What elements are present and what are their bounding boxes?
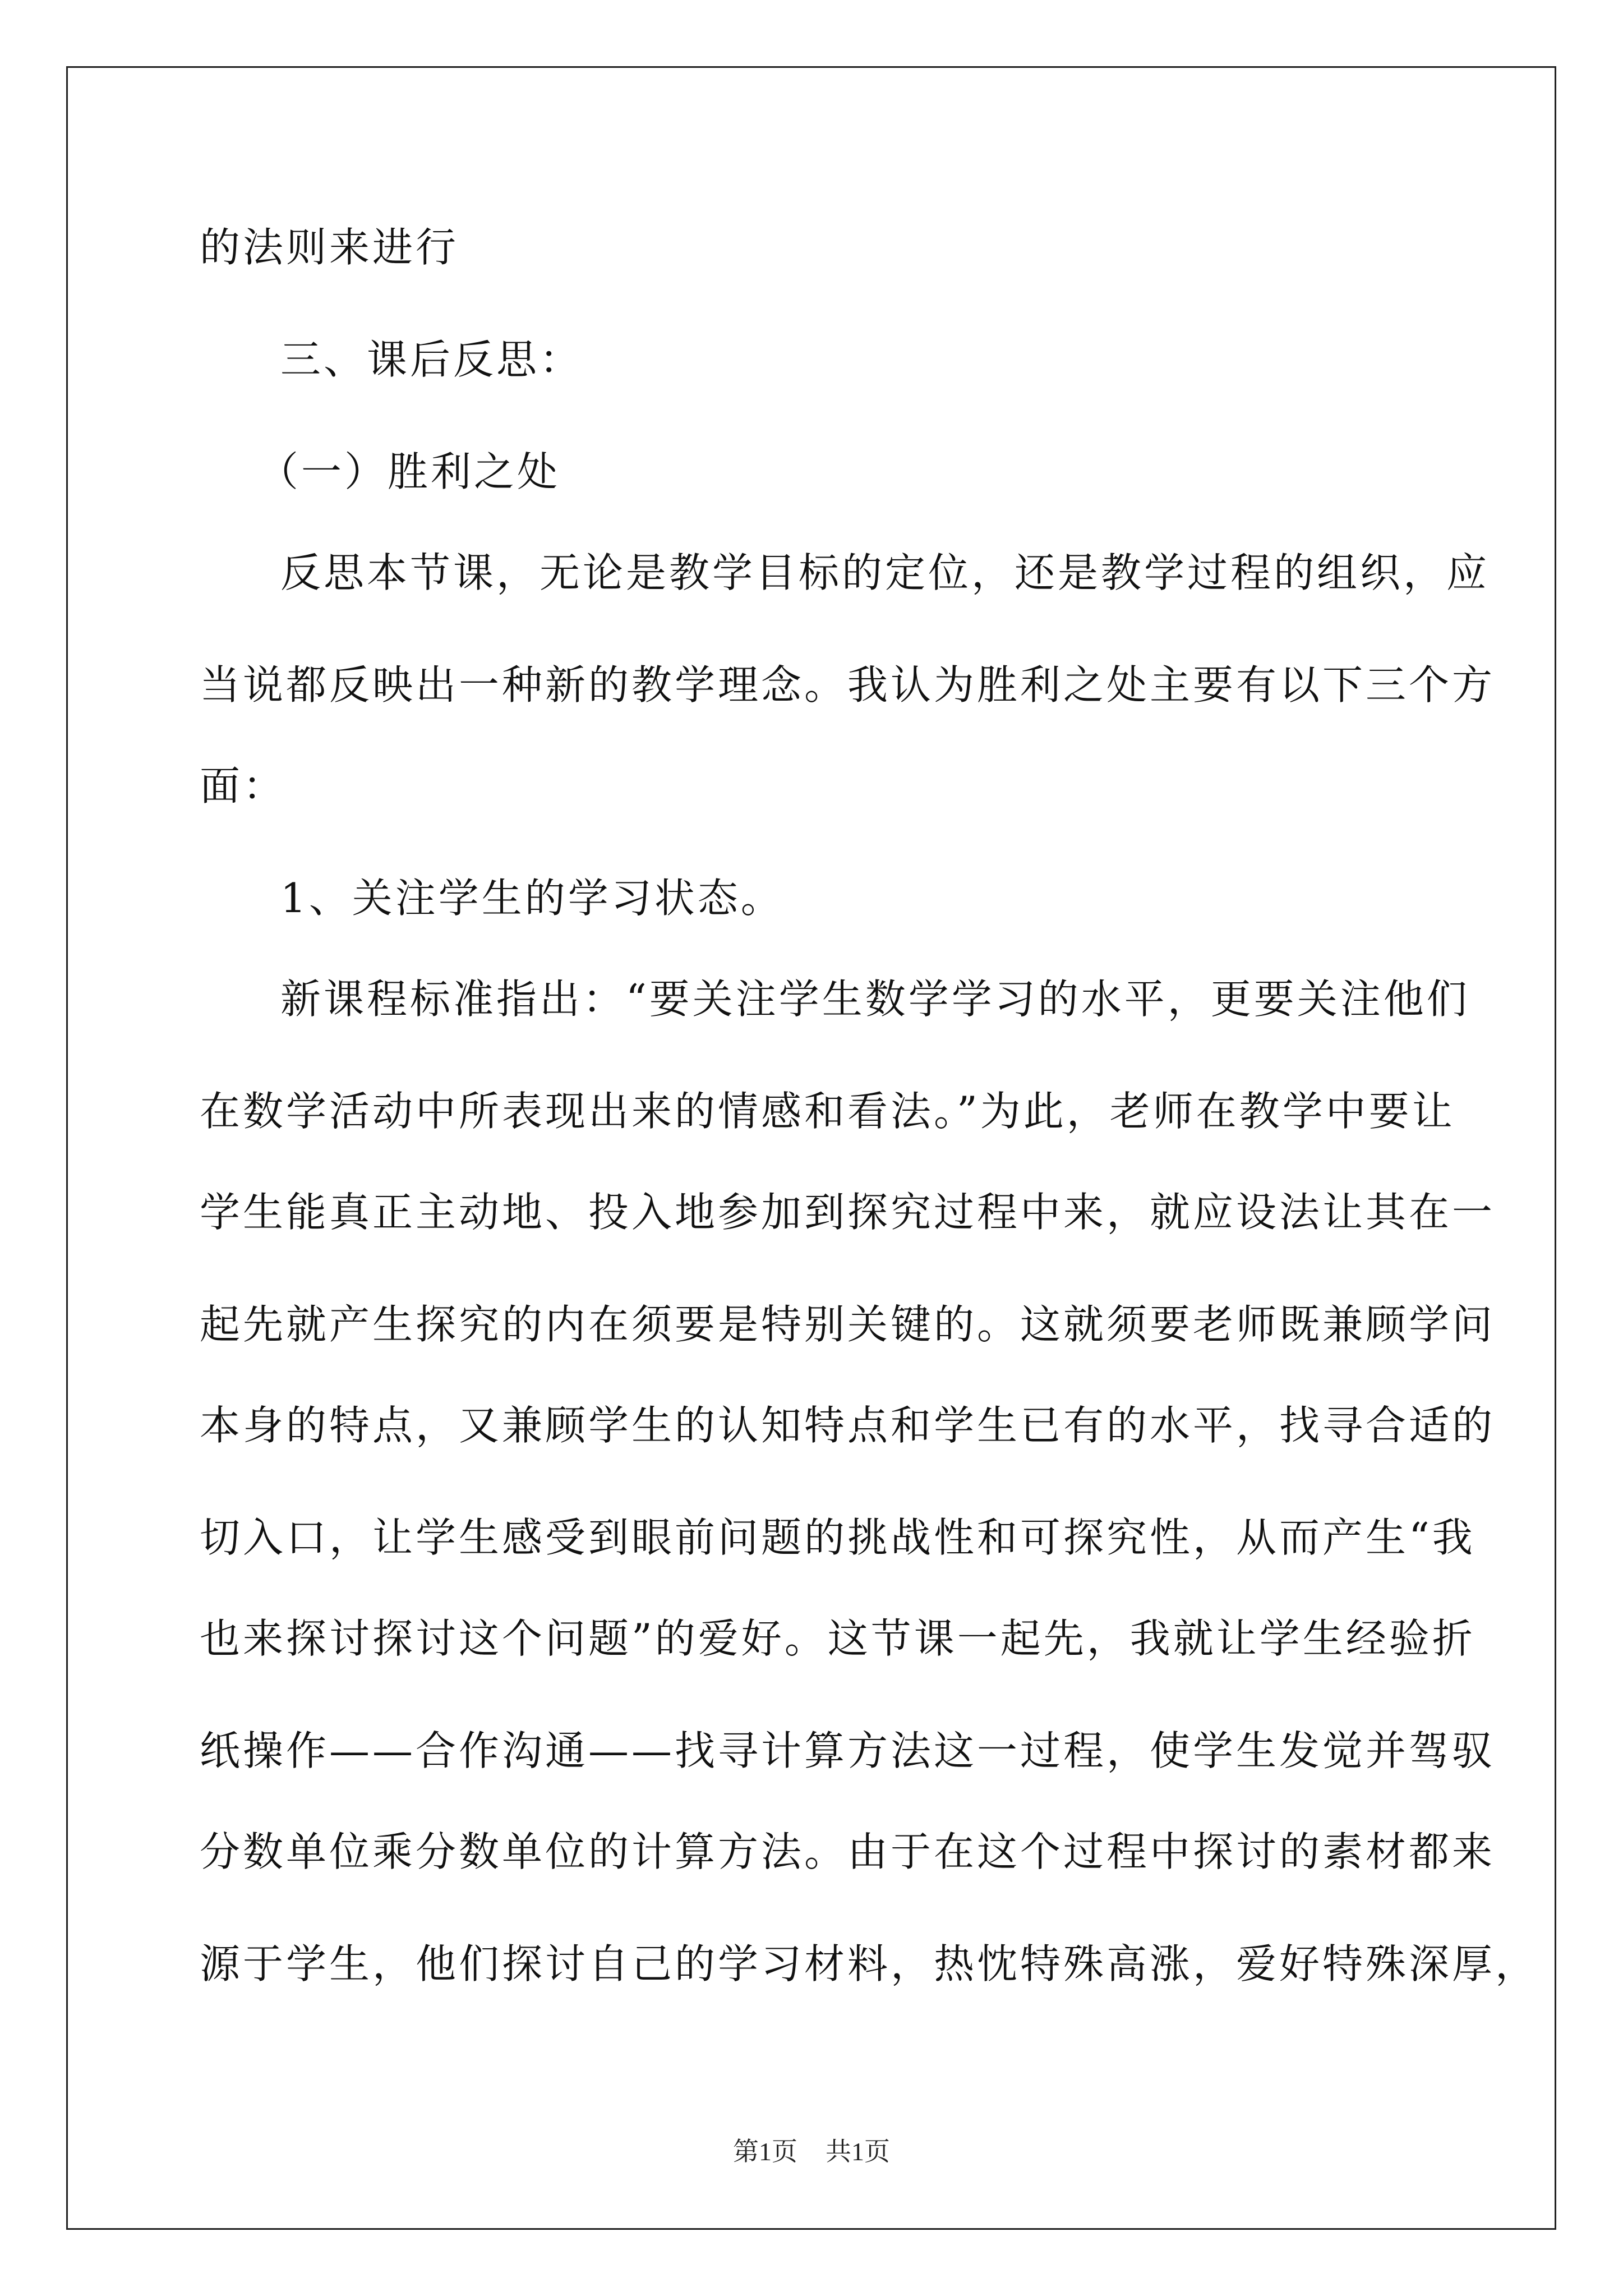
paragraph-line: 本身的特点，又兼顾学生的认知特点和学生已有的水平，找寻合适的	[200, 1402, 1496, 1449]
paragraph-line: 反思本节课，无论是教学目标的定位，还是教学过程的组织，应	[280, 549, 1490, 596]
text-line: 的法则来进行	[200, 224, 459, 271]
paragraph-line: 当说都反映出一种新的教学理念。我认为胜利之处主要有以下三个方	[200, 661, 1496, 708]
paragraph-line: 切入口，让学生感受到眼前问题的挑战性和可探究性，从而产生“我	[200, 1514, 1476, 1561]
paragraph-line: 分数单位乘分数单位的计算方法。由于在这个过程中探讨的素材都来	[200, 1828, 1496, 1875]
paragraph-line: 新课程标准指出：“要关注学生数学学习的水平，更要关注他们	[280, 976, 1470, 1023]
list-item-heading: 1、关注学生的学习状态。	[280, 875, 784, 922]
page-border	[66, 66, 1556, 2230]
paragraph-line: 纸操作——合作沟通——找寻计算方法这一过程，使学生发觉并驾驭	[200, 1727, 1496, 1774]
subsection-heading: （一）胜利之处	[258, 448, 561, 495]
page-total: 共1页	[826, 2137, 890, 2166]
section-heading: 三、课后反思：	[280, 336, 583, 383]
paragraph-line: 面：	[200, 762, 287, 809]
paragraph-line: 学生能真正主动地、投入地参加到探究过程中来，就应设法让其在一	[200, 1189, 1496, 1236]
paragraph-line: 也来探讨探讨这个问题”的爱好。这节课一起先，我就让学生经验折	[200, 1615, 1476, 1662]
paragraph-line: 起先就产生探究的内在须要是特别关键的。这就须要老师既兼顾学问	[200, 1301, 1496, 1348]
page-number: 第1页	[733, 2137, 797, 2166]
page-footer	[0, 2135, 1623, 2169]
paragraph-line: 源于学生，他们探讨自己的学习材料，热忱特殊高涨，爱好特殊深厚，	[200, 1940, 1539, 1987]
paragraph-line: 在数学活动中所表现出来的情感和看法。”为此，老师在教学中要让	[200, 1088, 1455, 1135]
